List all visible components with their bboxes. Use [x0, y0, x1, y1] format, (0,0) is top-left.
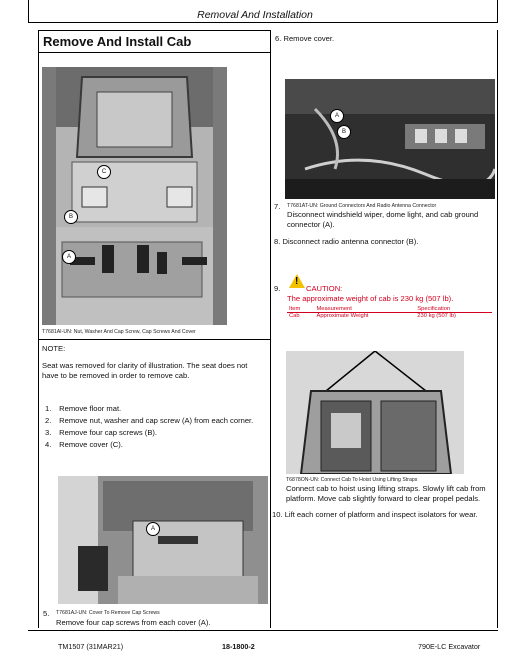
caution-text: The approximate weight of cab is 230 kg (507 lb). [287, 294, 454, 303]
step-1: 1. Remove floor mat. [45, 404, 122, 413]
photo-cab-hoist [286, 351, 464, 474]
callout-a-connector: A [330, 109, 344, 123]
spec-table [287, 306, 492, 319]
photo4-caption: T6878ON-UN: Connect Cab To Hoist Using Lifting Straps [286, 477, 418, 483]
footer-left: TM1507 (31MAR21) [58, 642, 124, 651]
photo3-caption: T7681AT-UN: Ground Connectors And Radio Antenna Connector [287, 203, 437, 209]
callout-a: A [62, 250, 76, 264]
title-bottom-rule [38, 52, 270, 53]
step-10: 10. Lift each corner of platform and inspect isolators for wear. [272, 510, 478, 519]
photo-cover-screws [58, 476, 268, 604]
column-divider [270, 30, 271, 628]
footer-page-number: 18-1800-2 [222, 642, 255, 651]
photo4-text: Connect cab to hoist using lifting straps. Slowly lift cab from platform. Move cab slightly forward to clear propel pedals. [286, 484, 486, 503]
content-left-border [38, 30, 39, 628]
photo2-caption: T7681AJ-UN: Cover To Remove Cap Screws [56, 610, 160, 616]
photo-cab-floor [42, 67, 227, 325]
title-rule [38, 30, 270, 31]
spec-table-row: Cab Approximate Weight 230 kg (507 lb) [287, 313, 492, 320]
step-5-number: 5. [43, 609, 50, 618]
photo-connectors [285, 79, 495, 199]
callout-a-cover: A [146, 522, 160, 536]
note-label: NOTE: [42, 344, 66, 353]
steps-list [45, 404, 265, 452]
caution-label: CAUTION: [306, 284, 343, 293]
callout-c: C [97, 165, 111, 179]
note-text: Seat was removed for clarity of illustration. The seat does not have to be removed in order to remove cab. [42, 361, 248, 380]
step-2: 2. Remove nut, washer and cap screw (A) from each corner. [45, 416, 254, 425]
callout-b-connector: B [337, 125, 351, 139]
step-7-text: Disconnect windshield wiper, dome light, and cab ground connector (A). [287, 210, 479, 229]
warning-triangle-icon [289, 274, 305, 288]
photo1-caption: T7681AI-UN: Nut, Washer And Cap Screw, Cap Screws And Cover [42, 329, 196, 335]
spec-table-header: Item Measurement Specification [289, 306, 451, 312]
content-right-border [497, 30, 498, 628]
step-4: 4. Remove cover (C). [45, 440, 123, 449]
footer-rule [28, 630, 498, 631]
step-7-number: 7. [274, 202, 281, 211]
section-title: Remove And Install Cab [43, 34, 192, 49]
callout-b: B [64, 210, 78, 224]
footer-right: 790E-LC Excavator [418, 642, 481, 651]
header-title: Removal And Installation [197, 9, 313, 21]
step-8: 8. Disconnect radio antenna connector (B). [274, 237, 419, 246]
step-5-text: Remove four cap screws from each cover (A). [56, 618, 211, 627]
step-6: 6. Remove cover. [275, 34, 335, 43]
step-3: 3. Remove four cap screws (B). [45, 428, 158, 437]
header-rule [28, 22, 498, 23]
step-9-number: 9. [274, 284, 281, 293]
caption-rule [38, 339, 270, 340]
